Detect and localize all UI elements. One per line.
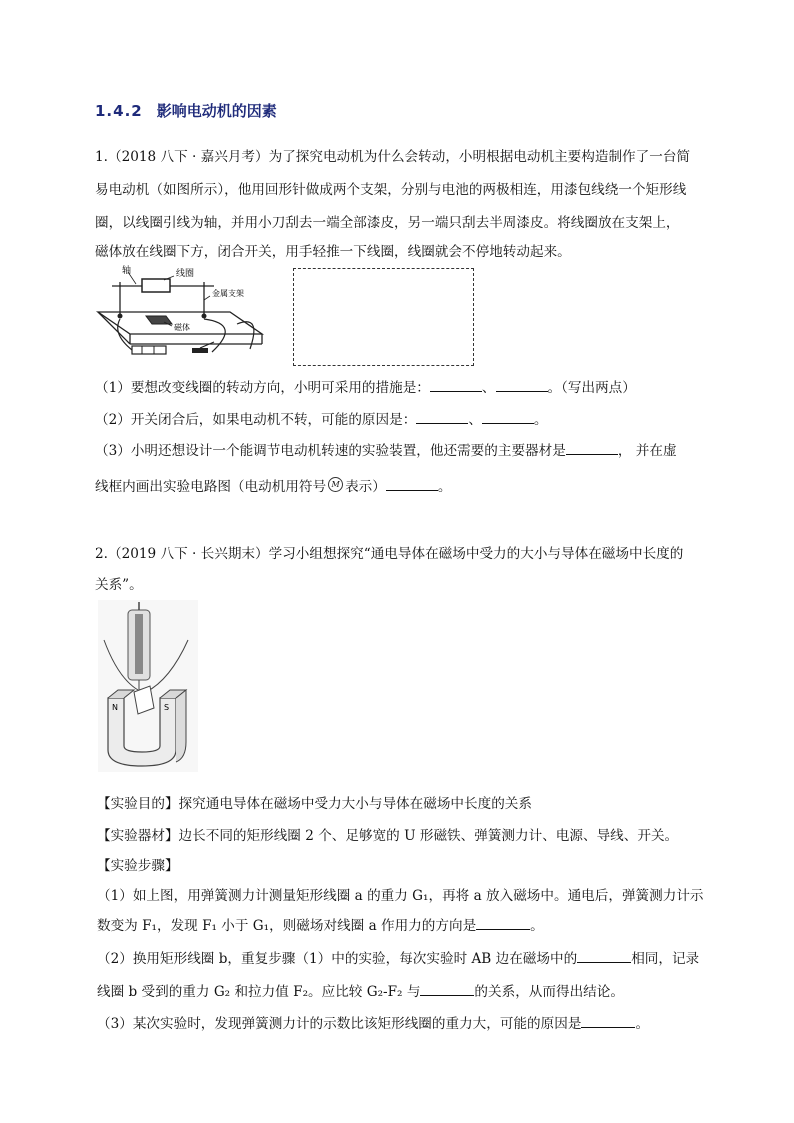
spring-scale-magnet-figure [98, 600, 198, 772]
q1-sub3-blank-2[interactable] [386, 478, 438, 491]
q1-sub1 [95, 376, 636, 396]
q1-sub2 [95, 408, 548, 428]
q1-sub1-blank-1[interactable] [430, 379, 482, 392]
q1-sub1-blank-2[interactable] [496, 379, 548, 392]
q1-intro-line-1: 1.（2018 八下 · 嘉兴月考）为了探究电动机为什么会转动，小明根据电动机主要构造制作了一台简 [95, 149, 691, 165]
section-title-text: 影响电动机的因素 [156, 102, 277, 120]
q2-step2-line-2 [97, 980, 624, 1000]
q2-step2-text: （2）换用矩形线圈 b，重复步骤（1）中的实验，每次实验时 AB 边在磁场中的 [97, 951, 578, 967]
simple-motor-figure [92, 264, 277, 364]
q1-sub1-sep: 、 [481, 380, 496, 396]
label-axis: 轴 [122, 266, 132, 276]
q2-step2-tail-2: 的关系，从而得出结论。 [474, 984, 624, 1000]
motor-symbol-icon: M [328, 477, 343, 492]
label-bracket: 金属支架 [212, 289, 244, 298]
q2-step1-text: 数变为 F₁，发现 F₁ 小于 G₁，则磁场对线圈 a 作用力的方向是 [97, 918, 477, 934]
q2-step3-text: （3）某次实验时，发现弹簧测力计的示数比该矩形线圈的重力大，可能的原因是 [97, 1016, 582, 1032]
q2-step3-blank[interactable] [581, 1015, 635, 1028]
q1-sub2-sep: 、 [468, 412, 482, 428]
q1-sub3-text-3: 表示） [345, 479, 386, 495]
label-s-pole: S [164, 703, 170, 712]
q2-step3 [97, 1012, 649, 1032]
q1-sub3-text-2: 线框内画出实验电路图（电动机用符号 [95, 479, 327, 495]
q2-step2-blank-2[interactable] [420, 983, 474, 996]
q1-sub3-end: 。 [437, 479, 452, 495]
q2-step2-tail: 相同，记录 [631, 951, 700, 967]
q1-sub2-blank-2[interactable] [482, 411, 534, 424]
label-coil: 线圈 [176, 269, 195, 279]
label-magnet: 磁体 [174, 323, 190, 332]
q1-intro-line-4: 磁体放在线圈下方，闭合开关，用手轻推一下线圈，线圈就会不停地转动起来。 [95, 244, 571, 260]
q2-step1-end: 。 [530, 918, 544, 934]
q1-sub1-tail: 。（写出两点） [547, 380, 636, 396]
q2-step2-blank-1[interactable] [577, 950, 631, 963]
q2-intro-line-1: 2.（2019 八下 · 长兴期末）学习小组想探究“通电导体在磁场中受力的大小与导体在磁场中长度的 [95, 546, 684, 562]
q2-step1-line-1: （1）如上图，用弹簧测力计测量矩形线圈 a 的重力 G₁，再将 a 放入磁场中。通电后，弹簧测力计示 [97, 888, 704, 904]
q1-sub2-blank-1[interactable] [416, 411, 468, 424]
q1-sub3-text: （3）小明还想设计一个能调节电动机转速的实验装置，他还需要的主要器材是 [95, 443, 566, 459]
q2-step2-line-1 [97, 947, 699, 967]
q2-equipment: 【实验器材】边长不同的矩形线圈 2 个、足够宽的 U 形磁铁、弹簧测力计、电源、导线、开关。 [97, 828, 679, 844]
circuit-drawing-box[interactable] [293, 268, 474, 366]
q1-sub3-blank-1[interactable] [566, 442, 618, 455]
q1-intro-line-2: 易电动机（如图所示），他用回形针做成两个支架，分别与电池的两极相连，用漆包线绕一个矩形线 [95, 182, 687, 198]
q2-step1-blank[interactable] [476, 917, 530, 930]
q2-intro-line-2: 关系”。 [95, 577, 143, 593]
q2-steps-heading: 【实验步骤】 [97, 858, 179, 874]
q1-intro-line-3: 圈，以线圈引线为轴，并用小刀刮去一端全部漆皮，另一端只刮去半周漆皮。将线圈放在支架上， [95, 215, 680, 231]
label-n-pole: N [112, 703, 118, 712]
q2-step2-text-2: 线圈 b 受到的重力 G₂ 和拉力值 F₂。应比较 G₂-F₂ 与 [97, 984, 421, 1000]
q1-sub1-text: （1）要想改变线圈的转动方向，小明可采用的措施是： [95, 380, 430, 396]
q2-step3-end: 。 [635, 1016, 650, 1032]
section-number: 1.4.2 [95, 102, 143, 120]
q2-step1-line-2 [97, 914, 544, 934]
q1-sub2-text: （2）开关闭合后，如果电动机不转，可能的原因是： [95, 412, 417, 428]
q1-sub3-line-2 [95, 475, 451, 495]
section-title [95, 100, 277, 121]
q1-sub2-tail: 。 [533, 412, 548, 428]
q1-sub3-tail: ， 并在虚 [617, 443, 677, 459]
q1-sub3-line-1 [95, 439, 677, 459]
q2-purpose: 【实验目的】探究通电导体在磁场中受力大小与导体在磁场中长度的关系 [97, 796, 532, 812]
